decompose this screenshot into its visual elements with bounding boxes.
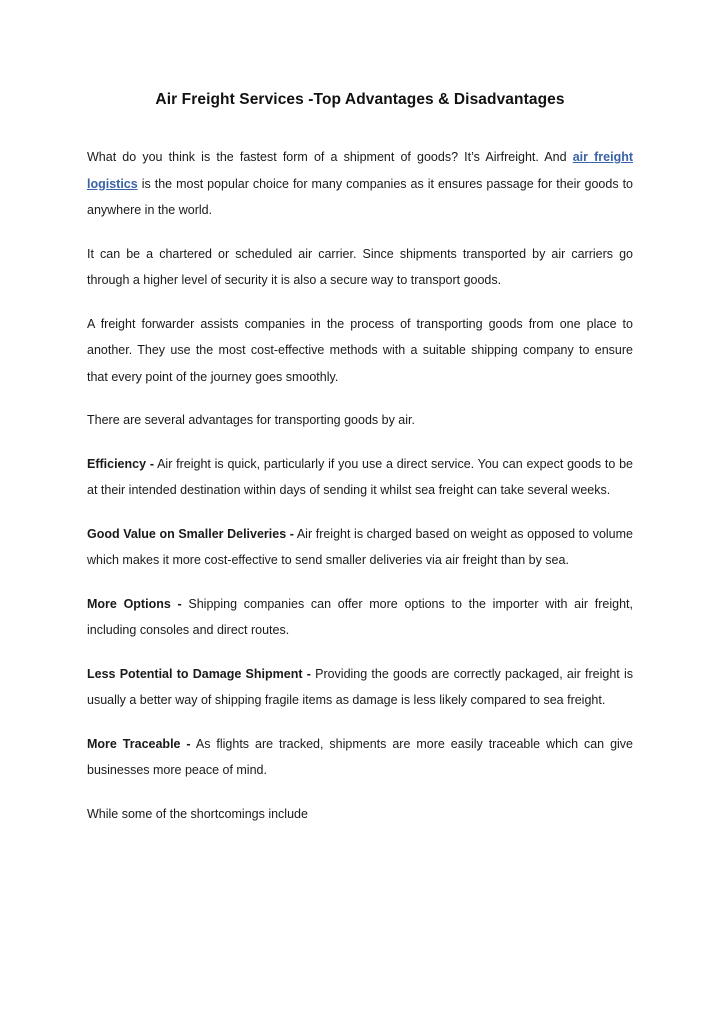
advantage-term: Less Potential to Damage Shipment - — [87, 666, 311, 681]
advantage-term: More Traceable - — [87, 736, 191, 751]
advantage-text: Air freight is quick, particularly if you use a direct service. You can expect goods to be at their intended destination within days of sending it whilst sea freight can take several weeks. — [87, 456, 634, 497]
advantage-efficiency — [87, 451, 633, 504]
advantage-text: Air freight is charged based on weight as opposed to volume which makes it more cost-effective to send smaller deliveries via air freight than by sea. — [87, 526, 633, 567]
carrier-paragraph: It can be a chartered or scheduled air carrier. Since shipments transported by air carriers go through a higher level of security it is also a secure way to transport goods. — [87, 246, 633, 287]
document-title: Air Freight Services -Top Advantages & Disadvantages — [155, 91, 565, 108]
advantage-smaller-deliveries — [87, 521, 633, 574]
air-freight-logistics-link[interactable]: air freight logistics — [87, 150, 633, 191]
intro-text-after-link: is the most popular choice for many companies as it ensures passage for their goods to anywhere in the world. — [87, 176, 633, 217]
shortcomings-intro-paragraph: While some of the shortcomings include — [87, 806, 308, 821]
advantage-text: Providing the goods are correctly packaged, air freight is usually a better way of shipping fragile items as damage is less likely compared to sea freight. — [87, 666, 633, 707]
document-page — [87, 86, 633, 844]
advantage-term: Efficiency - — [87, 456, 154, 471]
advantage-text: Shipping companies can offer more options to the importer with air freight, including consoles and direct routes. — [87, 596, 633, 637]
advantage-term: More Options - — [87, 596, 182, 611]
advantage-term: Good Value on Smaller Deliveries - — [87, 526, 294, 541]
advantage-less-damage — [87, 661, 633, 714]
intro-paragraph — [87, 144, 633, 224]
advantage-more-traceable — [87, 731, 633, 784]
intro-text-before-link: What do you think is the fastest form of a shipment of goods? It’s Airfreight. And — [87, 150, 573, 164]
advantage-more-options — [87, 591, 633, 644]
advantages-intro-paragraph: There are several advantages for transporting goods by air. — [87, 413, 415, 427]
advantage-text: As flights are tracked, shipments are more easily traceable which can give businesses more peace of mind. — [87, 736, 633, 777]
forwarder-paragraph: A freight forwarder assists companies in the process of transporting goods from one place to another. They use the most cost-effective methods with a suitable shipping company to ensure that every point of the journey goes smoothly. — [87, 316, 633, 384]
